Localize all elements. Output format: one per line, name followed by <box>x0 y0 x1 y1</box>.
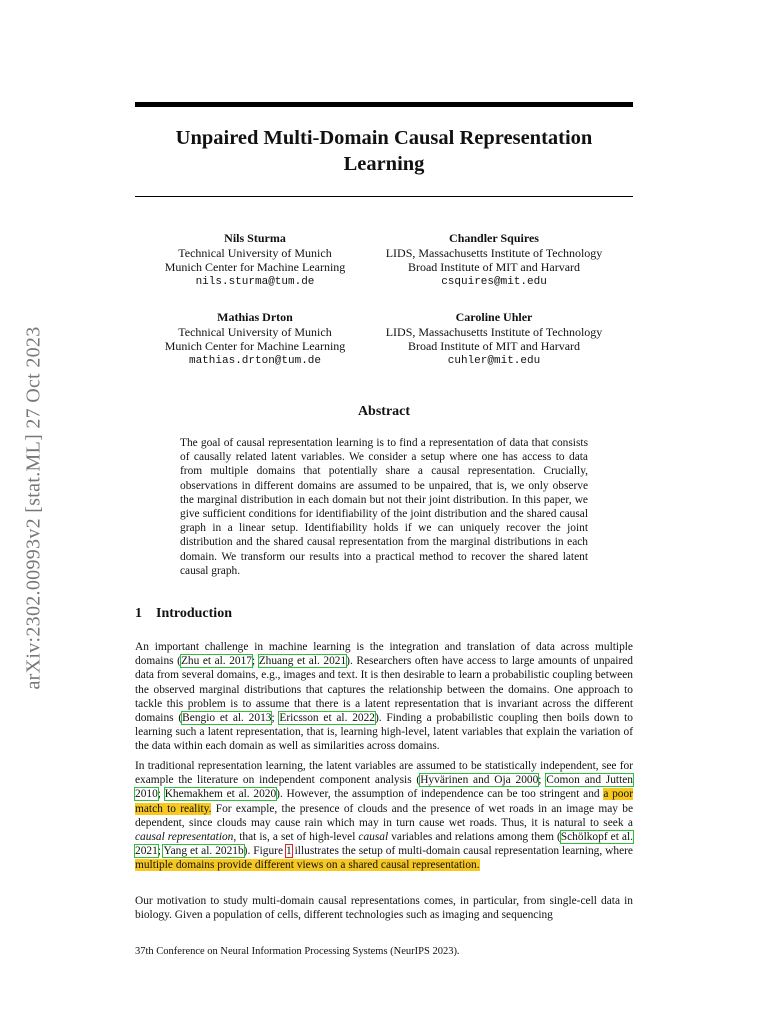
title-line-2: Learning <box>343 153 425 175</box>
citation-link[interactable] <box>163 845 243 857</box>
text-run: ). Researchers often have access to large amounts of unpaired data from several domains, e.g., images and text. It is then desirable to learn a probabilistic coupling between the observed marginal distributions that captures the relationship between the domains. One approach to tackle this problem is to assume that there is a latent representation that is invariant across the different domains ( <box>135 655 633 725</box>
author-affiliation-2: Broad Institute of MIT and Harvard <box>407 339 581 353</box>
citation-year: 2020 <box>253 788 277 801</box>
author-email[interactable]: mathias.drton@tum.de <box>188 354 322 367</box>
author-affiliation-1: LIDS, Massachusetts Institute of Technology <box>385 324 603 339</box>
highlighted-text[interactable]: a poor match to reality. <box>135 788 633 815</box>
citation-authors: Comon and Jutten <box>546 774 633 787</box>
citation-authors: Khemakhem et al. <box>164 788 250 801</box>
text-run: illustrates the setup of multi-domain causal representation learning, where <box>291 845 633 858</box>
section-number: 1 <box>135 606 142 621</box>
author-name: Mathias Drton <box>217 310 293 324</box>
citation-year: 2022 <box>352 712 375 725</box>
conference-footer: 37th Conference on Neural Information Processing Systems (NeurIPS 2023). <box>135 946 460 957</box>
citation-link[interactable] <box>259 655 346 667</box>
text-run: ). Figure <box>243 845 286 858</box>
author-block-uhler <box>370 310 618 368</box>
author-email[interactable]: nils.sturma@tum.de <box>195 275 315 288</box>
citation-year: 2017 <box>229 655 252 668</box>
text-run: ; <box>271 712 280 725</box>
author-block-squires <box>370 231 618 289</box>
author-name: Chandler Squires <box>449 231 539 245</box>
author-block-drton <box>135 310 375 368</box>
intro-paragraph-1 <box>135 640 633 754</box>
text-run: ). However, the assumption of independence can be too stringent and <box>276 788 604 801</box>
arxiv-id-text: arXiv:2302.00993v2 [stat.ML] 27 Oct 2023 <box>22 326 45 690</box>
italic-term: causal representation <box>135 831 234 844</box>
intro-paragraph-3: Our motivation to study multi-domain causal representations comes, in particular, from single-cell data in biology. Given a population of cells, different technologies such as imaging and sequencing <box>135 895 633 922</box>
citation-year: 2021 <box>135 845 158 858</box>
text-run: ; <box>157 845 164 858</box>
text-run: variables and relations among them ( <box>388 831 561 844</box>
arxiv-side-stamp <box>14 268 54 748</box>
text-run: ; <box>157 788 165 801</box>
title-line-1: Unpaired Multi-Domain Causal Representation <box>175 127 593 149</box>
citation-link[interactable] <box>420 774 538 786</box>
citation-authors: Hyvärinen and Oja <box>420 774 511 787</box>
citation-link[interactable] <box>182 712 271 724</box>
abstract-body: The goal of causal representation learning is to find a representation of data that consists of causally related latent variables. We consider a setup where one has access to data from multiple domains that potentially share a causal representation. Crucially, observations in different domains are assumed to be unpaired, that is, we only observe the marginal distribution in each domain but not their joint distribution. In this paper, we give sufficient conditions for identifiability of the joint distribution and the shared causal graph in a linear setup. Identifiability holds if we can uniquely recover the joint distribution and the shared causal representation from the marginal distributions in each domain. We transform our results into a practical method to recover the shared latent causal graph. <box>180 437 588 577</box>
text-run: In traditional representation learning, the latent variables are assumed to be statistically independent, see for example the literature on independent component analysis ( <box>135 760 633 787</box>
text-run: ; <box>538 774 547 787</box>
section-heading-introduction <box>135 606 232 622</box>
text-run: For example, the presence of clouds and the presence of wet roads in an image may be dependent, since clouds may cause rain which may in turn cause wet roads. Thus, it is natural to seek a <box>135 802 633 829</box>
paper-title <box>135 125 633 177</box>
top-rule <box>135 102 633 107</box>
citation-link[interactable] <box>279 712 375 724</box>
author-affiliation-1: Technical University of Munich <box>178 245 332 260</box>
text-run: An important challenge in machine learning is the integration and translation of data across multiple domains ( <box>135 641 633 668</box>
figure-reference-link[interactable]: 1 <box>285 845 292 858</box>
intro-paragraph-2 <box>135 759 633 873</box>
citation-year: 2021b <box>215 845 244 858</box>
highlighted-text[interactable]: multiple domains provide different views on a shared causal representation. <box>135 859 480 872</box>
author-affiliation-1: LIDS, Massachusetts Institute of Technology <box>385 245 603 260</box>
abstract-heading: Abstract <box>357 404 411 419</box>
citation-authors: Zhuang et al. <box>258 655 320 668</box>
title-rule <box>135 196 633 197</box>
author-name: Caroline Uhler <box>455 310 533 324</box>
author-block-sturma <box>135 231 375 289</box>
text-run: ). Finding a probabilistic coupling then boils down to learning such a latent representation, that is, learning high-level, latent variables that explain the variation of the data within each domain as well as similarities across domains. <box>135 712 633 753</box>
citation-year: 2021 <box>323 655 347 668</box>
author-affiliation-2: Broad Institute of MIT and Harvard <box>407 260 581 274</box>
citation-link[interactable] <box>165 788 276 800</box>
text-run: ; <box>251 655 259 668</box>
citation-link[interactable] <box>181 655 252 667</box>
text-run: , that is, a set of high-level <box>233 831 359 844</box>
author-affiliation-1: Technical University of Munich <box>178 324 332 339</box>
citation-authors: Schölkopf et al. <box>560 831 633 844</box>
citation-authors: Zhu et al. <box>180 655 226 668</box>
citation-authors: Yang et al. <box>163 845 213 858</box>
author-email[interactable]: csquires@mit.edu <box>441 275 547 288</box>
citation-authors: Ericsson et al. <box>279 712 348 725</box>
citation-year: 2010 <box>135 788 158 801</box>
author-affiliation-2: Munich Center for Machine Learning <box>164 339 346 353</box>
italic-term: causal <box>358 831 389 844</box>
citation-year: 2013 <box>248 712 272 725</box>
author-name: Nils Sturma <box>224 231 286 245</box>
author-email[interactable]: cuhler@mit.edu <box>447 354 541 367</box>
author-affiliation-2: Munich Center for Machine Learning <box>164 260 346 274</box>
section-title: Introduction <box>156 606 232 621</box>
citation-year: 2000 <box>515 774 539 787</box>
citation-authors: Bengio et al. <box>182 712 244 725</box>
